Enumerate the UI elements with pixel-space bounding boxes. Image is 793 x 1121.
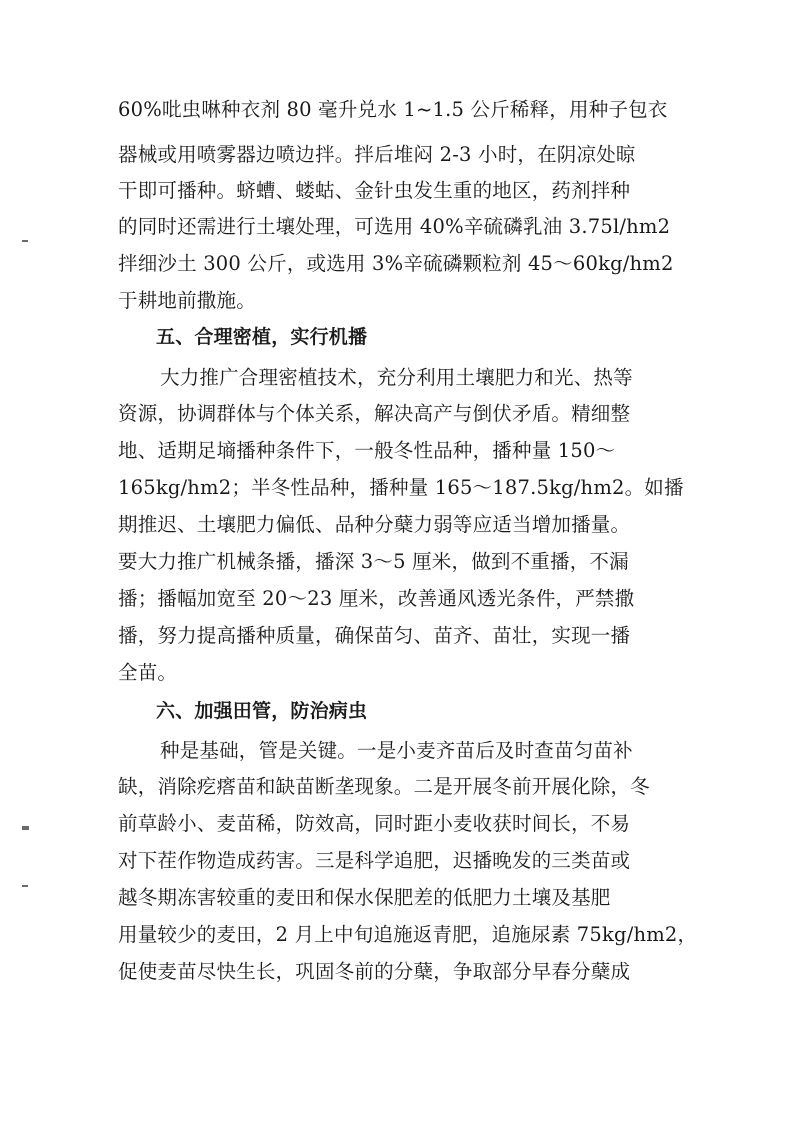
body-line-8: 资源，协调群体与个体关系，解决高产与倒伏矛盾。精细整 xyxy=(118,402,631,425)
body-line-10: 165kg/hm2；半冬性品种，播种量 165～187.5kg/hm2。如播 xyxy=(118,476,684,499)
body-line-5: 拌细沙土 300 公斤，或选用 3%辛硫磷颗粒剂 45～60kg/hm2 xyxy=(118,252,674,275)
body-line-16: 种是基础，管是关键。一是小麦齐苗后及时查苗匀苗补 xyxy=(160,739,633,762)
body-line-1: 60%吡虫啉种衣剂 80 毫升兑水 1~1.5 公斤稀释，用种子包衣 xyxy=(118,98,668,121)
scan-mark-2 xyxy=(22,826,29,830)
body-line-7: 大力推广合理密植技术，充分利用土壤肥力和光、热等 xyxy=(160,366,633,389)
body-line-6: 于耕地前撒施。 xyxy=(118,289,256,312)
body-line-12: 要大力推广机械条播，播深 3～5 厘米，做到不重播，不漏 xyxy=(118,550,629,573)
body-line-18: 前草龄小、麦苗稀，防效高，同时距小麦收获时间长，不易 xyxy=(118,812,631,835)
scan-mark-1 xyxy=(22,240,28,242)
body-line-13: 播；播幅加宽至 20～23 厘米，改善通风透光条件，严禁撒 xyxy=(118,587,635,610)
body-line-2: 器械或用喷雾器边喷边拌。拌后堆闷 2-3 小时，在阴凉处晾 xyxy=(118,143,636,166)
body-line-11: 期推迟、土壤肥力偏低、品种分蘖力弱等应适当增加播量。 xyxy=(118,513,631,536)
section-heading-5: 五、合理密植，实行机播 xyxy=(156,326,368,348)
body-line-19: 对下茬作物造成药害。三是科学追肥，迟播晚发的三类苗或 xyxy=(118,849,631,872)
section-heading-6: 六、加强田管，防治病虫 xyxy=(156,700,368,722)
body-line-15: 全苗。 xyxy=(118,661,178,684)
body-line-20: 越冬期冻害较重的麦田和保水保肥差的低肥力土壤及基肥 xyxy=(118,886,611,909)
body-line-22: 促使麦苗尽快生长，巩固冬前的分蘖，争取部分早春分蘖成 xyxy=(118,960,631,983)
scan-mark-3 xyxy=(22,885,28,887)
body-line-9: 地、适期足墒播种条件下，一般冬性品种，播种量 150～ xyxy=(118,439,616,462)
body-line-14: 播，努力提高播种质量，确保苗匀、苗齐、苗壮，实现一播 xyxy=(118,624,631,647)
body-line-4: 的同时还需进行土壤处理，可选用 40%辛硫磷乳油 3.75l/hm2 xyxy=(118,215,671,238)
body-line-21: 用量较少的麦田，2 月上中旬追施返青肥，追施尿素 75kg/hm2， xyxy=(118,923,698,946)
body-line-3: 干即可播种。蛴螬、蝼蛄、金针虫发生重的地区，药剂拌种 xyxy=(118,179,631,202)
body-line-17: 缺，消除疙瘩苗和缺苗断垄现象。二是开展冬前开展化除，冬 xyxy=(118,775,650,798)
